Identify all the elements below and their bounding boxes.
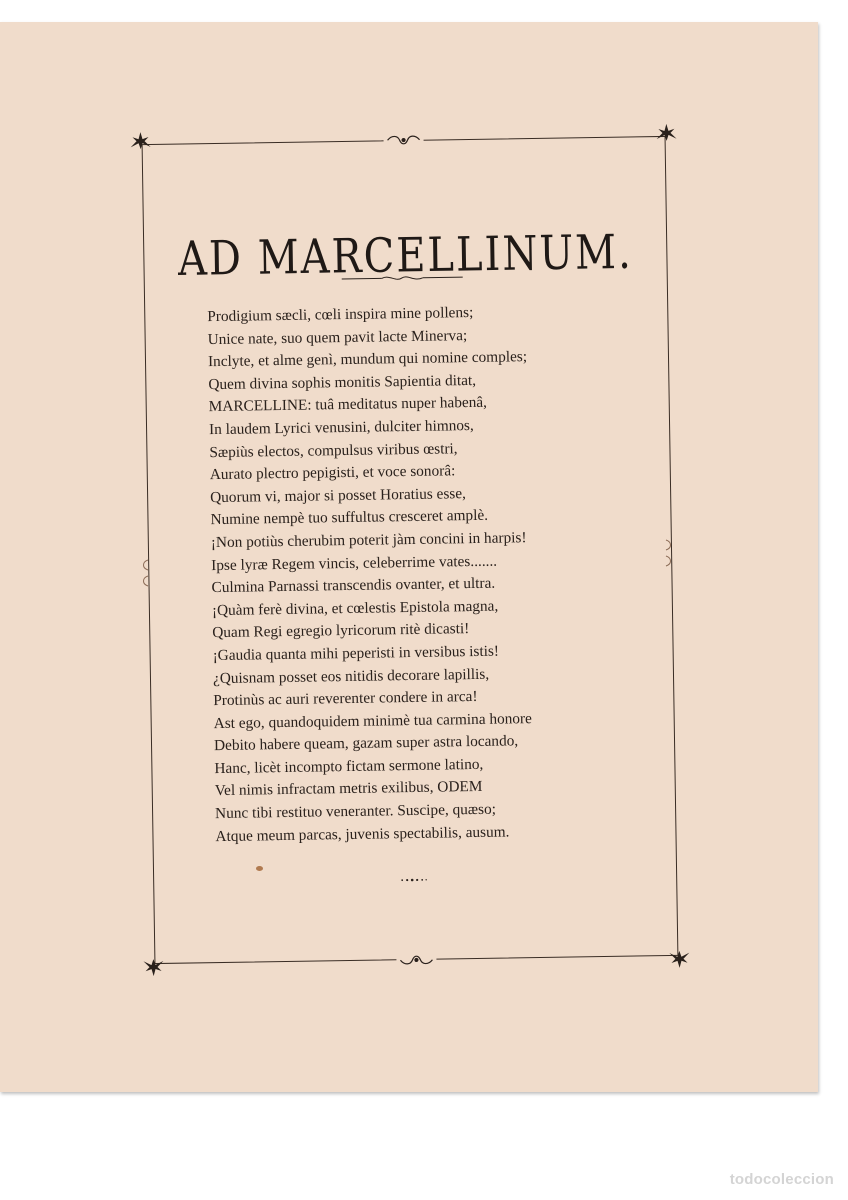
poem-line: Quem divina sophis monitis Sapientia ditat, bbox=[208, 371, 477, 393]
poem-line: Numine nempè tuo suffultus cresceret amplè. bbox=[210, 507, 489, 529]
poem-line: Culmina Parnassi transcendis ovanter, et ultra. bbox=[211, 574, 496, 597]
poem-line: ¿Quisnam posset eos nitidis decorare lapillis, bbox=[212, 665, 490, 687]
poem-line: Debito habere queam, gazam super astra locando, bbox=[213, 732, 519, 755]
poem-line: ¡Gaudia quanta mihi peperisti in versibus istis! bbox=[212, 642, 500, 665]
poem-line: Hanc, licèt incompto fictam sermone latino, bbox=[214, 755, 484, 777]
poem-line: Protinùs ac auri reverenter condere in arca! bbox=[213, 688, 478, 710]
poem-line: ¡Non potiùs cherubim poterit jàm concini in harpis! bbox=[210, 529, 527, 552]
poem-line: Quorum vi, major si posset Horatius esse, bbox=[210, 484, 467, 506]
corner-fleuron-icon bbox=[139, 957, 167, 979]
poem-line: Inclyte, et alme genì, mundum qui nomine comples; bbox=[207, 348, 528, 371]
poem-line: Atque meum parcas, juvenis spectabilis, ausum. bbox=[215, 823, 510, 845]
corner-fleuron-icon bbox=[652, 121, 680, 143]
poem-line: Prodigium sæcli, cœli inspira mine pollens; bbox=[207, 303, 474, 326]
poem-line: Unice nate, suo quem pavit lacte Minerva; bbox=[207, 326, 468, 348]
document-sheet bbox=[0, 22, 818, 1092]
poem-line: Quam Regi egregio lyricorum ritè dicasti! bbox=[212, 620, 470, 642]
watermark-text: todocoleccion bbox=[729, 1171, 834, 1188]
poem-line: In laudem Lyrici venusini, dulciter himnos, bbox=[208, 416, 474, 439]
poem-line: ¡Quàm ferè divina, et cœlestis Epistola magna, bbox=[211, 597, 499, 619]
corner-fleuron-icon bbox=[126, 129, 154, 151]
poem-line: Ipse lyræ Regem vincis, celeberrime vates....... bbox=[211, 552, 498, 574]
poem-line: Vel nimis infractam metris exilibus, ODEM bbox=[214, 778, 483, 800]
title-divider-icon bbox=[340, 272, 465, 284]
binding-hole-mark-icon bbox=[140, 558, 152, 588]
page-border-frame bbox=[142, 136, 679, 964]
poem-line: MARCELLINE: tuâ meditatus nuper habenâ, bbox=[208, 394, 488, 416]
poem-line: Aurato plectro pepigisti, et voce sonorâ: bbox=[209, 462, 456, 484]
scroll-ornament-icon bbox=[396, 954, 436, 967]
poem-body bbox=[207, 301, 535, 848]
scroll-ornament-icon bbox=[383, 134, 423, 147]
corner-fleuron-icon bbox=[665, 949, 693, 971]
poem-line: Sæpiùs electos, compulsus viribus œstri, bbox=[209, 439, 458, 461]
poem-line: Nunc tibi restituo veneranter. Suscipe, quæso; bbox=[214, 800, 497, 823]
ink-stain bbox=[256, 866, 263, 871]
poem-line: Ast ego, quandoquidem minimè tua carmina honore bbox=[213, 709, 532, 732]
binding-hole-mark-icon bbox=[662, 538, 674, 568]
poem-title: AD MARCELLINUM. bbox=[177, 225, 634, 287]
dotted-rule-icon bbox=[399, 877, 429, 883]
